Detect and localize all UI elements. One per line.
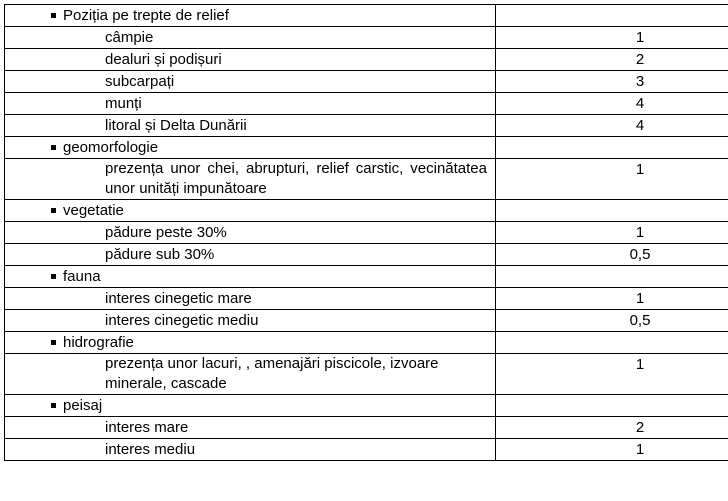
section-value-empty [496, 266, 728, 288]
table-row [5, 115, 728, 137]
criterion-label: subcarpați [5, 71, 496, 93]
section-title: Poziția pe trepte de relief [5, 5, 496, 27]
criterion-label: interes cinegetic mediu [5, 310, 496, 332]
section-value-empty [496, 5, 728, 27]
table-row [5, 49, 728, 71]
section-row [5, 5, 728, 27]
criterion-label: litoral și Delta Dunării [5, 115, 496, 137]
criterion-label: prezența unor lacuri, , amenajări piscicole, izvoare minerale, cascade [5, 354, 496, 395]
table-row [5, 439, 728, 461]
section-title: geomorfologie [5, 137, 496, 159]
section-row [5, 137, 728, 159]
criterion-score: 1 [496, 159, 728, 200]
criterion-score: 4 [496, 115, 728, 137]
criterion-label: dealuri și podișuri [5, 49, 496, 71]
section-row [5, 395, 728, 417]
table-row [5, 354, 728, 395]
section-title: peisaj [5, 395, 496, 417]
criterion-label: pădure peste 30% [5, 222, 496, 244]
table-row [5, 71, 728, 93]
table-row [5, 27, 728, 49]
table-row [5, 159, 728, 200]
section-title: vegetatie [5, 200, 496, 222]
criterion-score: 2 [496, 49, 728, 71]
section-value-empty [496, 137, 728, 159]
criterion-score: 1 [496, 354, 728, 395]
criterion-score: 1 [496, 27, 728, 49]
criterion-score: 2 [496, 417, 728, 439]
criterion-label: câmpie [5, 27, 496, 49]
section-title: fauna [5, 266, 496, 288]
criterion-score: 1 [496, 439, 728, 461]
criterion-label: interes mare [5, 417, 496, 439]
table-row [5, 417, 728, 439]
section-row [5, 332, 728, 354]
document-page [4, 4, 728, 461]
criterion-score: 3 [496, 71, 728, 93]
criterion-score: 0,5 [496, 310, 728, 332]
criterion-label: prezența unor chei, abrupturi, relief carstic, vecinătatea unor unități impunătoare [5, 159, 496, 200]
section-value-empty [496, 395, 728, 417]
section-row [5, 200, 728, 222]
table-row [5, 222, 728, 244]
section-title: hidrografie [5, 332, 496, 354]
criterion-score: 4 [496, 93, 728, 115]
section-value-empty [496, 200, 728, 222]
criterion-score: 0,5 [496, 244, 728, 266]
table-row [5, 244, 728, 266]
criterion-score: 1 [496, 222, 728, 244]
criterion-label: interes mediu [5, 439, 496, 461]
table-row [5, 93, 728, 115]
criteria-table [4, 4, 728, 461]
criterion-score: 1 [496, 288, 728, 310]
table-row [5, 288, 728, 310]
section-value-empty [496, 332, 728, 354]
criterion-label: pădure sub 30% [5, 244, 496, 266]
criterion-label: interes cinegetic mare [5, 288, 496, 310]
table-row [5, 310, 728, 332]
section-row [5, 266, 728, 288]
criterion-label: munți [5, 93, 496, 115]
